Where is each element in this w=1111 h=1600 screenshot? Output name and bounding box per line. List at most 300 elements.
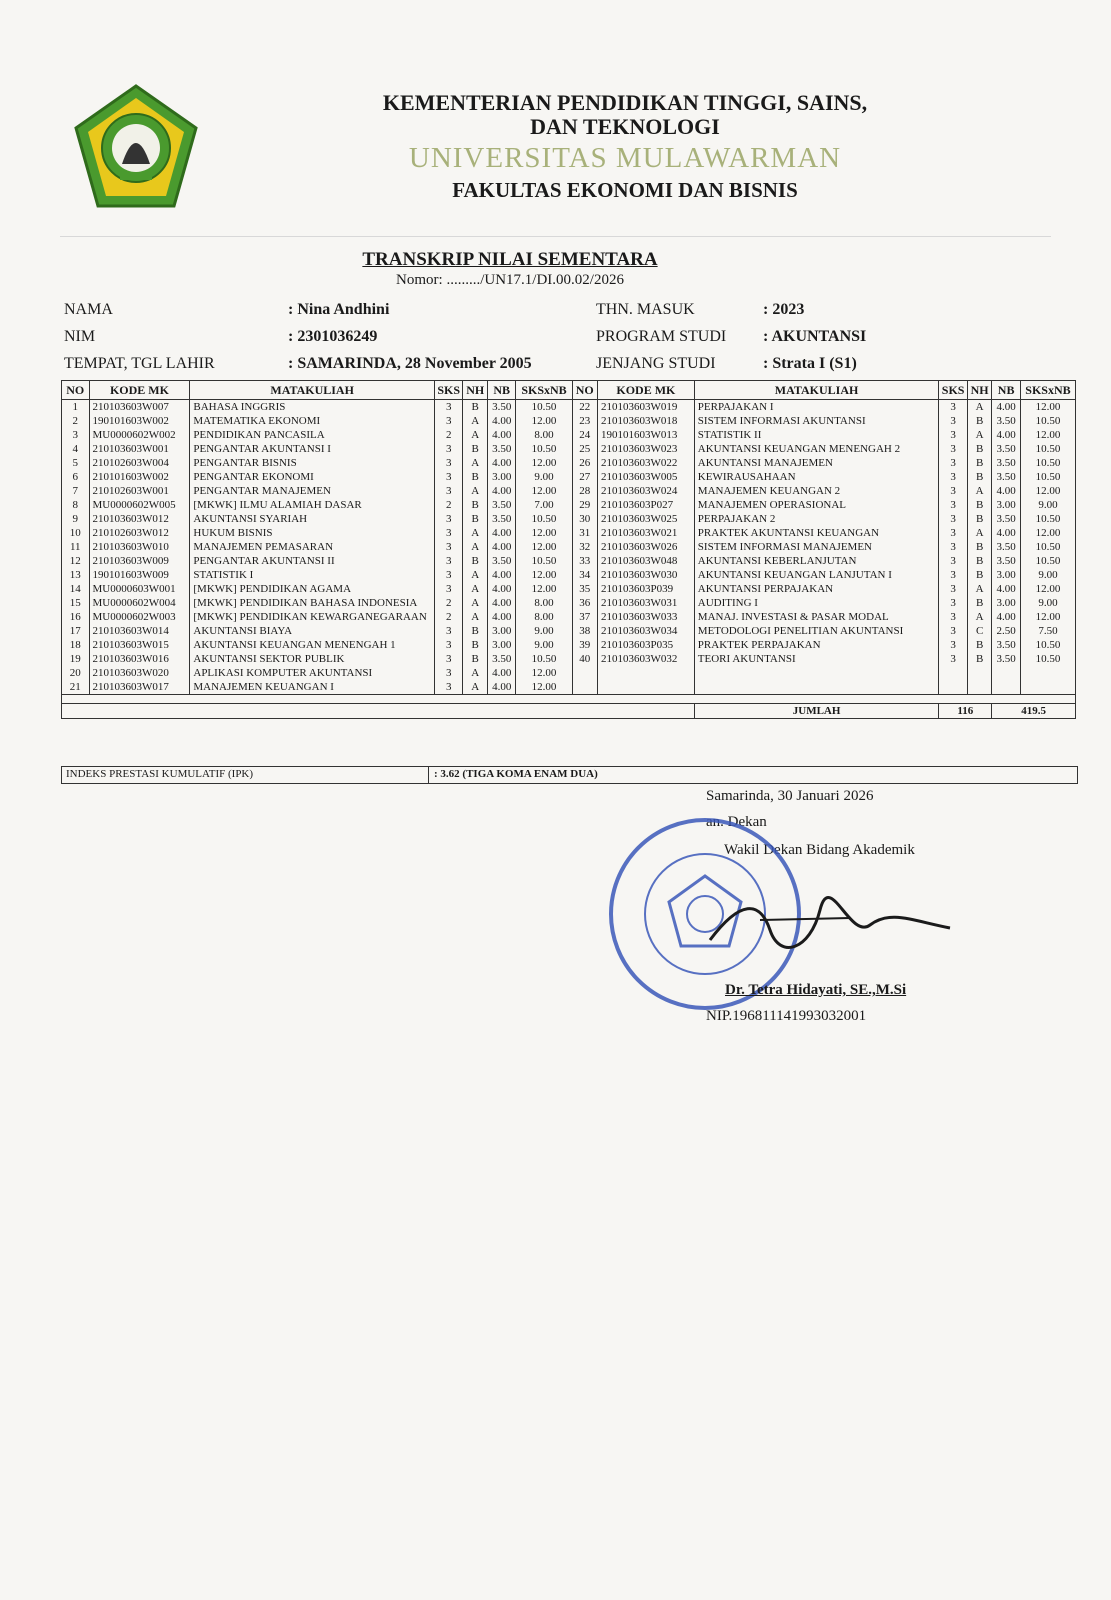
table-row bbox=[62, 652, 1076, 666]
cell-kode: 210103603W015 bbox=[89, 638, 190, 652]
cell-matakuliah: AKUNTANSI PERPAJAKAN bbox=[694, 582, 939, 596]
cell-sks: 3 bbox=[434, 624, 463, 638]
cell-nh: A bbox=[967, 582, 991, 596]
sign-role: Wakil Dekan Bidang Akademik bbox=[724, 842, 915, 858]
cell-no: 23 bbox=[572, 414, 597, 428]
cell-sks: 3 bbox=[434, 442, 463, 456]
cell-nb: 4.00 bbox=[487, 526, 516, 540]
cell-no: 10 bbox=[62, 526, 90, 540]
cell-sksxnb: 8.00 bbox=[516, 428, 572, 442]
cell-nh: A bbox=[463, 610, 487, 624]
col-kode: KODE MK bbox=[89, 381, 190, 400]
cell-sksxnb: 9.00 bbox=[516, 624, 572, 638]
cell-no: 11 bbox=[62, 540, 90, 554]
cell-sks: 2 bbox=[434, 596, 463, 610]
nim-label: NIM bbox=[64, 328, 96, 345]
cell-sks: 3 bbox=[939, 414, 968, 428]
ipk-label: INDEKS PRESTASI KUMULATIF (IPK) bbox=[66, 768, 254, 780]
nim-value: : 2301036249 bbox=[288, 328, 378, 345]
cell-matakuliah: [MKWK] ILMU ALAMIAH DASAR bbox=[190, 498, 435, 512]
cell-nb: 4.00 bbox=[992, 610, 1021, 624]
cell-kode: MU0000602W005 bbox=[89, 498, 190, 512]
cell-nb: 4.00 bbox=[992, 400, 1021, 415]
cell-nb: 3.50 bbox=[992, 470, 1021, 484]
cell-sksxnb: 12.00 bbox=[516, 540, 572, 554]
cell-no: 36 bbox=[572, 596, 597, 610]
cell-sks: 3 bbox=[939, 526, 968, 540]
ipk-row bbox=[61, 766, 1078, 784]
sign-an: an. Dekan bbox=[706, 814, 767, 830]
cell-nh: A bbox=[967, 400, 991, 415]
jumlah-blank bbox=[62, 704, 695, 719]
cell-nh: A bbox=[967, 484, 991, 498]
cell-sks: 3 bbox=[939, 470, 968, 484]
cell-kode: 210102603W001 bbox=[89, 484, 190, 498]
cell-nh: A bbox=[463, 456, 487, 470]
cell-matakuliah: BAHASA INGGRIS bbox=[190, 400, 435, 415]
cell-sks: 2 bbox=[434, 498, 463, 512]
table-row bbox=[62, 582, 1076, 596]
cell-nb: 4.00 bbox=[992, 582, 1021, 596]
cell-matakuliah: PRAKTEK PERPAJAKAN bbox=[694, 638, 939, 652]
cell-nh: B bbox=[967, 596, 991, 610]
cell-sks: 3 bbox=[939, 582, 968, 596]
cell-nh: B bbox=[463, 498, 487, 512]
cell-matakuliah: AKUNTANSI KEUANGAN MENENGAH 1 bbox=[190, 638, 435, 652]
cell-matakuliah: MANAJEMEN OPERASIONAL bbox=[694, 498, 939, 512]
nama-label: NAMA bbox=[64, 301, 113, 318]
cell-sks: 3 bbox=[434, 582, 463, 596]
cell-kode: 210103603W017 bbox=[89, 680, 190, 695]
cell-nh: B bbox=[967, 512, 991, 526]
cell-sks: 3 bbox=[434, 470, 463, 484]
cell-nh: B bbox=[967, 540, 991, 554]
cell-sks: 3 bbox=[434, 400, 463, 415]
cell-sksxnb: 10.50 bbox=[1020, 512, 1075, 526]
cell-matakuliah: AKUNTANSI KEUANGAN MENENGAH 2 bbox=[694, 442, 939, 456]
cell-sksxnb: 8.00 bbox=[516, 596, 572, 610]
cell-matakuliah: STATISTIK I bbox=[190, 568, 435, 582]
cell-matakuliah: MATEMATIKA EKONOMI bbox=[190, 414, 435, 428]
ministry-line-2: DAN TEKNOLOGI bbox=[530, 114, 720, 139]
cell-nh: B bbox=[463, 624, 487, 638]
cell-nh: B bbox=[463, 652, 487, 666]
transcript-table bbox=[61, 380, 1076, 719]
cell-nb: 2.50 bbox=[992, 624, 1021, 638]
table-row bbox=[62, 554, 1076, 568]
cell-nh: A bbox=[463, 596, 487, 610]
cell-sks: 3 bbox=[434, 526, 463, 540]
cell-sksxnb: 10.50 bbox=[1020, 456, 1075, 470]
cell-matakuliah bbox=[694, 666, 939, 680]
cell-sks: 2 bbox=[434, 428, 463, 442]
cell-sks: 3 bbox=[939, 400, 968, 415]
table-row bbox=[62, 400, 1076, 415]
cell-matakuliah: [MKWK] PENDIDIKAN AGAMA bbox=[190, 582, 435, 596]
cell-sks: 3 bbox=[939, 540, 968, 554]
cell-sks: 3 bbox=[939, 484, 968, 498]
cell-sksxnb: 9.00 bbox=[1020, 596, 1075, 610]
cell-kode: MU0000602W003 bbox=[89, 610, 190, 624]
col-no: NO bbox=[572, 381, 597, 400]
cell-no: 38 bbox=[572, 624, 597, 638]
cell-kode: 210103603W030 bbox=[597, 568, 694, 582]
cell-sks: 3 bbox=[939, 610, 968, 624]
jumlah-label: JUMLAH bbox=[694, 704, 939, 719]
cell-no: 26 bbox=[572, 456, 597, 470]
table-row bbox=[62, 484, 1076, 498]
table-body bbox=[62, 400, 1076, 719]
cell-sksxnb: 12.00 bbox=[516, 456, 572, 470]
cell-sks: 3 bbox=[434, 554, 463, 568]
cell-nb: 4.00 bbox=[487, 610, 516, 624]
cell-sks: 3 bbox=[939, 596, 968, 610]
cell-nh: A bbox=[463, 568, 487, 582]
ipk-divider bbox=[428, 767, 429, 783]
cell-nb: 3.00 bbox=[992, 498, 1021, 512]
cell-kode: 210103603W005 bbox=[597, 470, 694, 484]
cell-nb: 3.50 bbox=[487, 652, 516, 666]
cell-sksxnb: 12.00 bbox=[516, 582, 572, 596]
cell-sksxnb: 9.00 bbox=[516, 638, 572, 652]
cell-kode: 210103603W025 bbox=[597, 512, 694, 526]
cell-no: 16 bbox=[62, 610, 90, 624]
table-row bbox=[62, 666, 1076, 680]
cell-nh: B bbox=[967, 498, 991, 512]
cell-kode: 210102603W012 bbox=[89, 526, 190, 540]
cell-no: 31 bbox=[572, 526, 597, 540]
cell-nh: B bbox=[463, 512, 487, 526]
cell-matakuliah: SISTEM INFORMASI MANAJEMEN bbox=[694, 540, 939, 554]
cell-sksxnb: 9.00 bbox=[1020, 498, 1075, 512]
cell-no: 20 bbox=[62, 666, 90, 680]
cell-no: 40 bbox=[572, 652, 597, 666]
cell-no: 2 bbox=[62, 414, 90, 428]
cell-sks: 3 bbox=[434, 638, 463, 652]
cell-no: 32 bbox=[572, 540, 597, 554]
table-row bbox=[62, 428, 1076, 442]
cell-kode: 210103603W018 bbox=[597, 414, 694, 428]
cell-matakuliah: APLIKASI KOMPUTER AKUNTANSI bbox=[190, 666, 435, 680]
cell-kode: 210103603W016 bbox=[89, 652, 190, 666]
cell-sksxnb: 12.00 bbox=[516, 484, 572, 498]
cell-nh: A bbox=[463, 540, 487, 554]
jenjang-value: : Strata I (S1) bbox=[763, 355, 857, 372]
cell-matakuliah: STATISTIK II bbox=[694, 428, 939, 442]
cell-matakuliah: PENGANTAR AKUNTANSI I bbox=[190, 442, 435, 456]
cell-kode: 210103603W022 bbox=[597, 456, 694, 470]
ipk-value: : 3.62 (TIGA KOMA ENAM DUA) bbox=[434, 768, 598, 780]
cell-kode: MU0000603W001 bbox=[89, 582, 190, 596]
cell-matakuliah: TEORI AKUNTANSI bbox=[694, 652, 939, 666]
cell-nb: 4.00 bbox=[487, 596, 516, 610]
cell-matakuliah: KEWIRAUSAHAAN bbox=[694, 470, 939, 484]
header-divider bbox=[60, 236, 1051, 237]
cell-sks: 3 bbox=[939, 428, 968, 442]
cell-sks: 3 bbox=[939, 442, 968, 456]
cell-sks: 3 bbox=[434, 484, 463, 498]
cell-nh: A bbox=[463, 582, 487, 596]
cell-nb: 4.00 bbox=[487, 414, 516, 428]
cell-no bbox=[572, 666, 597, 680]
cell-no: 14 bbox=[62, 582, 90, 596]
cell-nh: B bbox=[967, 554, 991, 568]
cell-sks: 3 bbox=[434, 680, 463, 695]
sign-name: Dr. Tetra Hidayati, SE.,M.Si bbox=[725, 982, 907, 998]
cell-nh: B bbox=[463, 554, 487, 568]
jumlah-sksxnb: 419.5 bbox=[992, 704, 1076, 719]
table-row bbox=[62, 596, 1076, 610]
cell-no: 17 bbox=[62, 624, 90, 638]
table-row bbox=[62, 470, 1076, 484]
cell-sksxnb: 12.00 bbox=[516, 568, 572, 582]
col-kode: KODE MK bbox=[597, 381, 694, 400]
cell-nb: 3.50 bbox=[487, 400, 516, 415]
cell-nh: B bbox=[967, 442, 991, 456]
table-row bbox=[62, 414, 1076, 428]
cell-no: 28 bbox=[572, 484, 597, 498]
nama-value: : Nina Andhini bbox=[288, 301, 390, 318]
cell-nh: B bbox=[967, 456, 991, 470]
cell-kode: 210103603W021 bbox=[597, 526, 694, 540]
cell-matakuliah: AKUNTANSI MANAJEMEN bbox=[694, 456, 939, 470]
cell-sksxnb: 12.00 bbox=[516, 526, 572, 540]
cell-sksxnb: 12.00 bbox=[1020, 428, 1075, 442]
cell-nb: 3.00 bbox=[487, 470, 516, 484]
cell-nb: 3.50 bbox=[487, 498, 516, 512]
cell-matakuliah: AUDITING I bbox=[694, 596, 939, 610]
table-row bbox=[62, 568, 1076, 582]
table-row bbox=[62, 512, 1076, 526]
cell-kode: 210103603W019 bbox=[597, 400, 694, 415]
cell-kode: 210103603W026 bbox=[597, 540, 694, 554]
ministry-line-1: KEMENTERIAN PENDIDIKAN TINGGI, SAINS, bbox=[382, 90, 868, 115]
cell-no: 3 bbox=[62, 428, 90, 442]
sign-nip: NIP.196811141993032001 bbox=[706, 1008, 867, 1024]
cell-matakuliah: AKUNTANSI SEKTOR PUBLIK bbox=[190, 652, 435, 666]
document-number: Nomor: ........./UN17.1/DI.00.02/2026 bbox=[396, 272, 624, 288]
cell-sksxnb: 10.50 bbox=[516, 512, 572, 526]
cell-nb: 3.00 bbox=[992, 596, 1021, 610]
cell-matakuliah: PERPAJAKAN I bbox=[694, 400, 939, 415]
cell-no: 33 bbox=[572, 554, 597, 568]
cell-sksxnb: 10.50 bbox=[1020, 554, 1075, 568]
cell-kode: 210103603P035 bbox=[597, 638, 694, 652]
cell-matakuliah: PENGANTAR EKONOMI bbox=[190, 470, 435, 484]
cell-no: 24 bbox=[572, 428, 597, 442]
cell-no: 13 bbox=[62, 568, 90, 582]
cell-sks: 3 bbox=[434, 568, 463, 582]
cell-no: 6 bbox=[62, 470, 90, 484]
jumlah-row bbox=[62, 704, 1076, 719]
cell-kode bbox=[597, 680, 694, 695]
cell-matakuliah: HUKUM BISNIS bbox=[190, 526, 435, 540]
cell-nb: 3.50 bbox=[992, 456, 1021, 470]
cell-kode: 210103603W033 bbox=[597, 610, 694, 624]
cell-kode: MU0000602W002 bbox=[89, 428, 190, 442]
cell-matakuliah: PENDIDIKAN PANCASILA bbox=[190, 428, 435, 442]
cell-nb: 4.00 bbox=[487, 428, 516, 442]
cell-no: 7 bbox=[62, 484, 90, 498]
cell-sksxnb: 10.50 bbox=[1020, 638, 1075, 652]
col-nh: NH bbox=[967, 381, 991, 400]
cell-nh: B bbox=[463, 470, 487, 484]
cell-sksxnb: 12.00 bbox=[1020, 484, 1075, 498]
cell-sksxnb: 7.00 bbox=[516, 498, 572, 512]
cell-sks: 3 bbox=[434, 540, 463, 554]
cell-matakuliah: PRAKTEK AKUNTANSI KEUANGAN bbox=[694, 526, 939, 540]
col-sksxnb: SKSxNB bbox=[1020, 381, 1075, 400]
cell-sksxnb bbox=[1020, 666, 1075, 680]
jenjang-label: JENJANG STUDI bbox=[596, 355, 716, 372]
cell-kode: 210103603W032 bbox=[597, 652, 694, 666]
cell-sksxnb: 10.50 bbox=[1020, 414, 1075, 428]
cell-nh: A bbox=[463, 484, 487, 498]
cell-matakuliah: AKUNTANSI SYARIAH bbox=[190, 512, 435, 526]
cell-nb: 4.00 bbox=[487, 568, 516, 582]
cell-nb: 4.00 bbox=[487, 540, 516, 554]
table-row bbox=[62, 624, 1076, 638]
cell-nh: B bbox=[967, 414, 991, 428]
cell-no: 9 bbox=[62, 512, 90, 526]
cell-sksxnb: 12.00 bbox=[516, 666, 572, 680]
cell-matakuliah: AKUNTANSI KEUANGAN LANJUTAN I bbox=[694, 568, 939, 582]
cell-no: 27 bbox=[572, 470, 597, 484]
cell-nh bbox=[967, 666, 991, 680]
cell-kode: 210103603W034 bbox=[597, 624, 694, 638]
ttl-value: : SAMARINDA, 28 November 2005 bbox=[288, 355, 532, 372]
col-nb: NB bbox=[487, 381, 516, 400]
cell-matakuliah: [MKWK] PENDIDIKAN BAHASA INDONESIA bbox=[190, 596, 435, 610]
cell-sksxnb: 10.50 bbox=[1020, 470, 1075, 484]
cell-matakuliah: MANAJEMEN KEUANGAN 2 bbox=[694, 484, 939, 498]
cell-no: 21 bbox=[62, 680, 90, 695]
cell-matakuliah: PERPAJAKAN 2 bbox=[694, 512, 939, 526]
cell-sksxnb: 12.00 bbox=[1020, 526, 1075, 540]
table-row bbox=[62, 456, 1076, 470]
col-sks: SKS bbox=[434, 381, 463, 400]
cell-nb: 4.00 bbox=[992, 484, 1021, 498]
cell-matakuliah: AKUNTANSI BIAYA bbox=[190, 624, 435, 638]
cell-matakuliah: PENGANTAR MANAJEMEN bbox=[190, 484, 435, 498]
cell-matakuliah: MANAJEMEN PEMASARAN bbox=[190, 540, 435, 554]
cell-no: 4 bbox=[62, 442, 90, 456]
cell-nb: 3.50 bbox=[992, 442, 1021, 456]
cell-kode: 210103603W001 bbox=[89, 442, 190, 456]
cell-nb: 4.00 bbox=[487, 582, 516, 596]
cell-no: 29 bbox=[572, 498, 597, 512]
cell-nb: 4.00 bbox=[487, 484, 516, 498]
cell-sksxnb bbox=[1020, 680, 1075, 695]
document-title: TRANSKRIP NILAI SEMENTARA bbox=[362, 249, 658, 270]
cell-nh: B bbox=[967, 652, 991, 666]
cell-nh: A bbox=[463, 680, 487, 695]
cell-nb: 3.50 bbox=[992, 512, 1021, 526]
cell-kode: 210103603W020 bbox=[89, 666, 190, 680]
cell-kode bbox=[597, 666, 694, 680]
cell-sksxnb: 10.50 bbox=[516, 442, 572, 456]
cell-nb bbox=[992, 680, 1021, 695]
cell-sks: 3 bbox=[939, 498, 968, 512]
handwritten-signature bbox=[700, 890, 960, 960]
cell-nh: B bbox=[463, 442, 487, 456]
cell-kode: 210103603W010 bbox=[89, 540, 190, 554]
cell-no: 25 bbox=[572, 442, 597, 456]
cell-kode: 210103603W023 bbox=[597, 442, 694, 456]
cell-kode: 210103603W012 bbox=[89, 512, 190, 526]
cell-matakuliah: PENGANTAR AKUNTANSI II bbox=[190, 554, 435, 568]
cell-no: 19 bbox=[62, 652, 90, 666]
cell-sks: 3 bbox=[434, 456, 463, 470]
cell-nh: A bbox=[967, 428, 991, 442]
cell-nh: B bbox=[967, 638, 991, 652]
cell-nh: A bbox=[463, 666, 487, 680]
cell-no: 15 bbox=[62, 596, 90, 610]
cell-nb: 3.00 bbox=[487, 638, 516, 652]
cell-sksxnb: 7.50 bbox=[1020, 624, 1075, 638]
cell-no: 30 bbox=[572, 512, 597, 526]
cell-nb: 3.50 bbox=[487, 512, 516, 526]
cell-nb bbox=[992, 666, 1021, 680]
cell-sks: 3 bbox=[939, 456, 968, 470]
faculty-name: FAKULTAS EKONOMI DAN BISNIS bbox=[452, 178, 798, 202]
cell-no: 8 bbox=[62, 498, 90, 512]
cell-sksxnb: 10.50 bbox=[1020, 442, 1075, 456]
cell-no bbox=[572, 680, 597, 695]
cell-nb: 3.50 bbox=[487, 442, 516, 456]
col-no: NO bbox=[62, 381, 90, 400]
cell-nb: 3.50 bbox=[992, 638, 1021, 652]
cell-sksxnb: 9.00 bbox=[516, 470, 572, 484]
cell-kode: 210102603W004 bbox=[89, 456, 190, 470]
prodi-label: PROGRAM STUDI bbox=[596, 328, 727, 345]
cell-nb: 3.50 bbox=[992, 554, 1021, 568]
cell-sks: 3 bbox=[939, 638, 968, 652]
cell-nh: A bbox=[463, 428, 487, 442]
cell-nb: 3.00 bbox=[487, 624, 516, 638]
prodi-value: : AKUNTANSI bbox=[763, 328, 867, 345]
cell-matakuliah bbox=[694, 680, 939, 695]
cell-nb: 3.50 bbox=[992, 652, 1021, 666]
cell-matakuliah: MANAJ. INVESTASI & PASAR MODAL bbox=[694, 610, 939, 624]
cell-nb: 4.00 bbox=[487, 456, 516, 470]
cell-sks bbox=[939, 666, 968, 680]
cell-sks: 3 bbox=[939, 512, 968, 526]
cell-kode: 210103603W024 bbox=[597, 484, 694, 498]
cell-matakuliah: AKUNTANSI KEBERLANJUTAN bbox=[694, 554, 939, 568]
cell-no: 37 bbox=[572, 610, 597, 624]
cell-sks: 3 bbox=[939, 568, 968, 582]
cell-sks: 3 bbox=[434, 414, 463, 428]
cell-sks: 2 bbox=[434, 610, 463, 624]
cell-sksxnb: 10.50 bbox=[1020, 540, 1075, 554]
cell-nb: 4.00 bbox=[487, 666, 516, 680]
cell-nh: A bbox=[967, 526, 991, 540]
col-nh: NH bbox=[463, 381, 487, 400]
table-row bbox=[62, 610, 1076, 624]
cell-kode: 210103603W048 bbox=[597, 554, 694, 568]
cell-nb: 4.00 bbox=[992, 428, 1021, 442]
cell-nb: 4.00 bbox=[487, 680, 516, 695]
table-header-row bbox=[62, 381, 1076, 400]
cell-sksxnb: 8.00 bbox=[516, 610, 572, 624]
cell-matakuliah: [MKWK] PENDIDIKAN KEWARGANEGARAAN bbox=[190, 610, 435, 624]
cell-nh bbox=[967, 680, 991, 695]
cell-matakuliah: SISTEM INFORMASI AKUNTANSI bbox=[694, 414, 939, 428]
cell-nb: 3.50 bbox=[992, 540, 1021, 554]
cell-sksxnb: 9.00 bbox=[1020, 568, 1075, 582]
col-matakuliah: MATAKULIAH bbox=[694, 381, 939, 400]
